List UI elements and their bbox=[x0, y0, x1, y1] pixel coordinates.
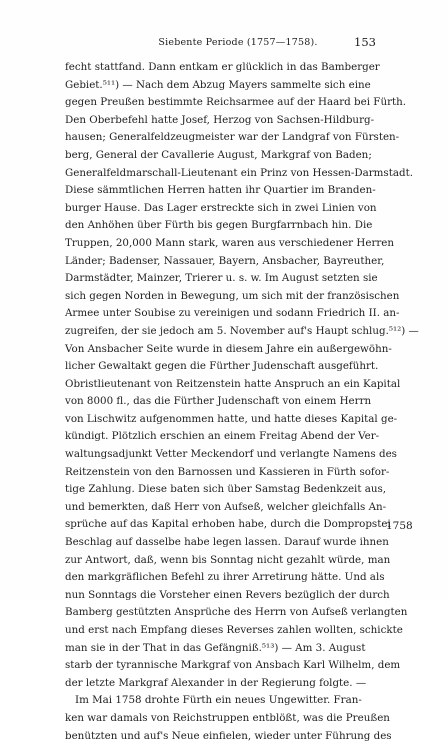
body-text bbox=[65, 59, 419, 745]
text-line: starb der tyrannische Markgraf von Ansbach Karl Wilhelm, dem bbox=[65, 659, 401, 672]
text-line: waltungsadjunkt Vetter Meckendorf und verlangte Namens des bbox=[65, 448, 397, 461]
text-line: der letzte Markgraf Alexander in der Regierung folgte. — bbox=[65, 676, 367, 689]
text-line: benützten und auf's Neue einfielen, wieder unter Führung des bbox=[65, 729, 392, 742]
text-line: sich gegen Norden in Bewegung, um sich mit der französischen bbox=[65, 289, 400, 302]
text-line: Länder; Badenser, Nassauer, Bayern, Ansbacher, Bayreuther, bbox=[65, 254, 385, 267]
text-line: den markgräflichen Befehl zu ihrer Arretirung hätte. Und als bbox=[65, 571, 385, 584]
text-line: Bamberg gestützten Ansprüche des Herrn von Aufseß verlangten bbox=[65, 606, 408, 619]
text-line: von Lischwitz aufgenommen hatte, und hatte dieses Kapital ge- bbox=[65, 412, 398, 425]
text-line: Darmstädter, Mainzer, Trierer u. s. w. Im August setzten sie bbox=[65, 272, 378, 285]
paragraph-start-line: Im Mai 1758 drohte Fürth ein neues Ungewitter. Fran- bbox=[75, 694, 362, 707]
text-line: hausen; Generalfeldzeugmeister war der Landgraf von Fürsten- bbox=[65, 131, 400, 144]
text-line: nun Sonntags die Vorsteher einen Revers bezüglich der durch bbox=[65, 588, 390, 601]
text-line: fecht stattfand. Dann entkam er glücklich in das Bamberger bbox=[65, 61, 380, 73]
text-line: und erst nach Empfang dieses Reverses zahlen wollten, schickte bbox=[65, 624, 403, 636]
running-title: Siebente Periode (1757—1758). bbox=[158, 37, 318, 48]
page-number: 153 bbox=[354, 35, 376, 49]
text-line: kündigt. Plötzlich erschien an einem Freitag Abend der Ver- bbox=[65, 430, 380, 443]
text-line: Diese sämmtlichen Herren hatten ihr Quartier im Branden- bbox=[65, 184, 376, 197]
text-line: Den Oberbefehl hatte Josef, Herzog von Sachsen-Hildburg- bbox=[65, 113, 375, 126]
text-line: Generalfeldmarschall-Lieutenant ein Prinz von Hessen-Darmstadt. bbox=[65, 166, 413, 179]
text-line: gegen Preußen bestimmte Reichsarmee auf der Haard bei Fürth. bbox=[65, 96, 407, 109]
text-line: Gebiet.⁵¹¹) — Nach dem Abzug Mayers sammelte sich eine bbox=[65, 78, 371, 91]
text-line: Truppen, 20,000 Mann stark, waren aus verschiedener Herren bbox=[65, 236, 395, 249]
text-line: Beschlag auf dasselbe habe legen lassen. Darauf wurde ihnen bbox=[65, 536, 389, 549]
text-line: zugreifen, der sie jedoch am 5. November auf's Haupt schlug.⁵¹²) — bbox=[65, 324, 419, 337]
text-line: Obristlieutenant von Reitzenstein hatte Anspruch an ein Kapital bbox=[65, 377, 401, 390]
text-line: Armee unter Soubise zu vereinigen und sodann Friedrich II. an- bbox=[65, 307, 400, 320]
text-line: man sie in der That in das Gefängniß.⁵¹³) — Am 3. August bbox=[65, 641, 366, 654]
text-line: Reitzenstein von den Barnossen und Kassieren in Fürth sofor- bbox=[65, 465, 390, 478]
text-line: zur Antwort, daß, wenn bis Sonntag nicht gezahlt würde, man bbox=[65, 553, 391, 566]
text-line: tige Zahlung. Diese baten sich über Samstag Bedenkzeit aus, bbox=[65, 483, 387, 496]
text-line: burger Hause. Das Lager erstreckte sich in zwei Linien von bbox=[65, 201, 377, 214]
text-line: von 8000 fl., das die Fürther Judenschaft von einem Herrn bbox=[65, 395, 372, 408]
text-line: und bemerkten, daß Herr von Aufseß, welcher gleichfalls An- bbox=[65, 500, 387, 513]
text-line: den Anhöhen über Fürth bis gegen Burgfarrnbach hin. Die bbox=[65, 219, 373, 232]
marginal-year-note: 1758 bbox=[386, 520, 413, 532]
running-head bbox=[68, 35, 376, 49]
text-line: licher Gewaltakt gegen die Fürther Judenschaft ausgeführt. bbox=[65, 360, 379, 373]
text-line: sprüche auf das Kapital erhoben habe, durch die Dompropstei bbox=[65, 518, 391, 531]
text-line: berg, General der Cavallerie August, Markgraf von Baden; bbox=[65, 148, 372, 161]
text-line: Von Ansbacher Seite wurde in diesem Jahre ein außergewöhn- bbox=[65, 342, 392, 355]
text-line: ken war damals von Reichstruppen entblößt, was die Preußen bbox=[65, 711, 390, 724]
